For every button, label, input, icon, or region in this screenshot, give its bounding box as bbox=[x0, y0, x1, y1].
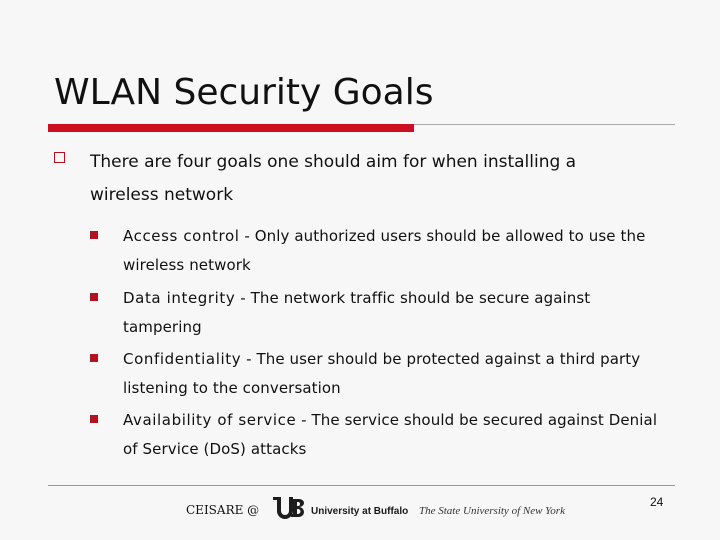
ub-logo-icon bbox=[271, 496, 307, 520]
goal-term: Access control bbox=[123, 227, 240, 245]
goal-term: Data integrity bbox=[123, 289, 236, 307]
goal-description: - Only authorized users should be allowed to use the wireless network bbox=[123, 227, 646, 274]
goal-term: Availability of service bbox=[123, 411, 297, 429]
university-system: The State University of New York bbox=[419, 505, 565, 517]
filled-square-bullet-icon bbox=[90, 231, 98, 239]
goal-description: - The user should be protected against a third party listening to the conversation bbox=[123, 350, 641, 397]
filled-square-bullet-icon bbox=[90, 293, 98, 301]
footer-divider bbox=[48, 485, 675, 486]
footer-credit: CEISARE @ bbox=[186, 503, 260, 517]
page-number: 24 bbox=[650, 495, 664, 509]
goal-description: - The service should be secured against Denial of Service (DoS) attacks bbox=[123, 411, 658, 458]
hollow-square-bullet-icon bbox=[54, 152, 65, 163]
goal-description: - The network traffic should be secure against tampering bbox=[123, 289, 591, 336]
goal-term: Confidentiality bbox=[123, 350, 242, 368]
title-accent-bar bbox=[48, 124, 414, 132]
university-name: University at Buffalo bbox=[311, 506, 409, 517]
filled-square-bullet-icon bbox=[90, 415, 98, 423]
slide-title: WLAN Security Goals bbox=[54, 72, 434, 113]
filled-square-bullet-icon bbox=[90, 354, 98, 362]
main-bullet-text: There are four goals one should aim for when installing a wireless network bbox=[90, 152, 577, 205]
